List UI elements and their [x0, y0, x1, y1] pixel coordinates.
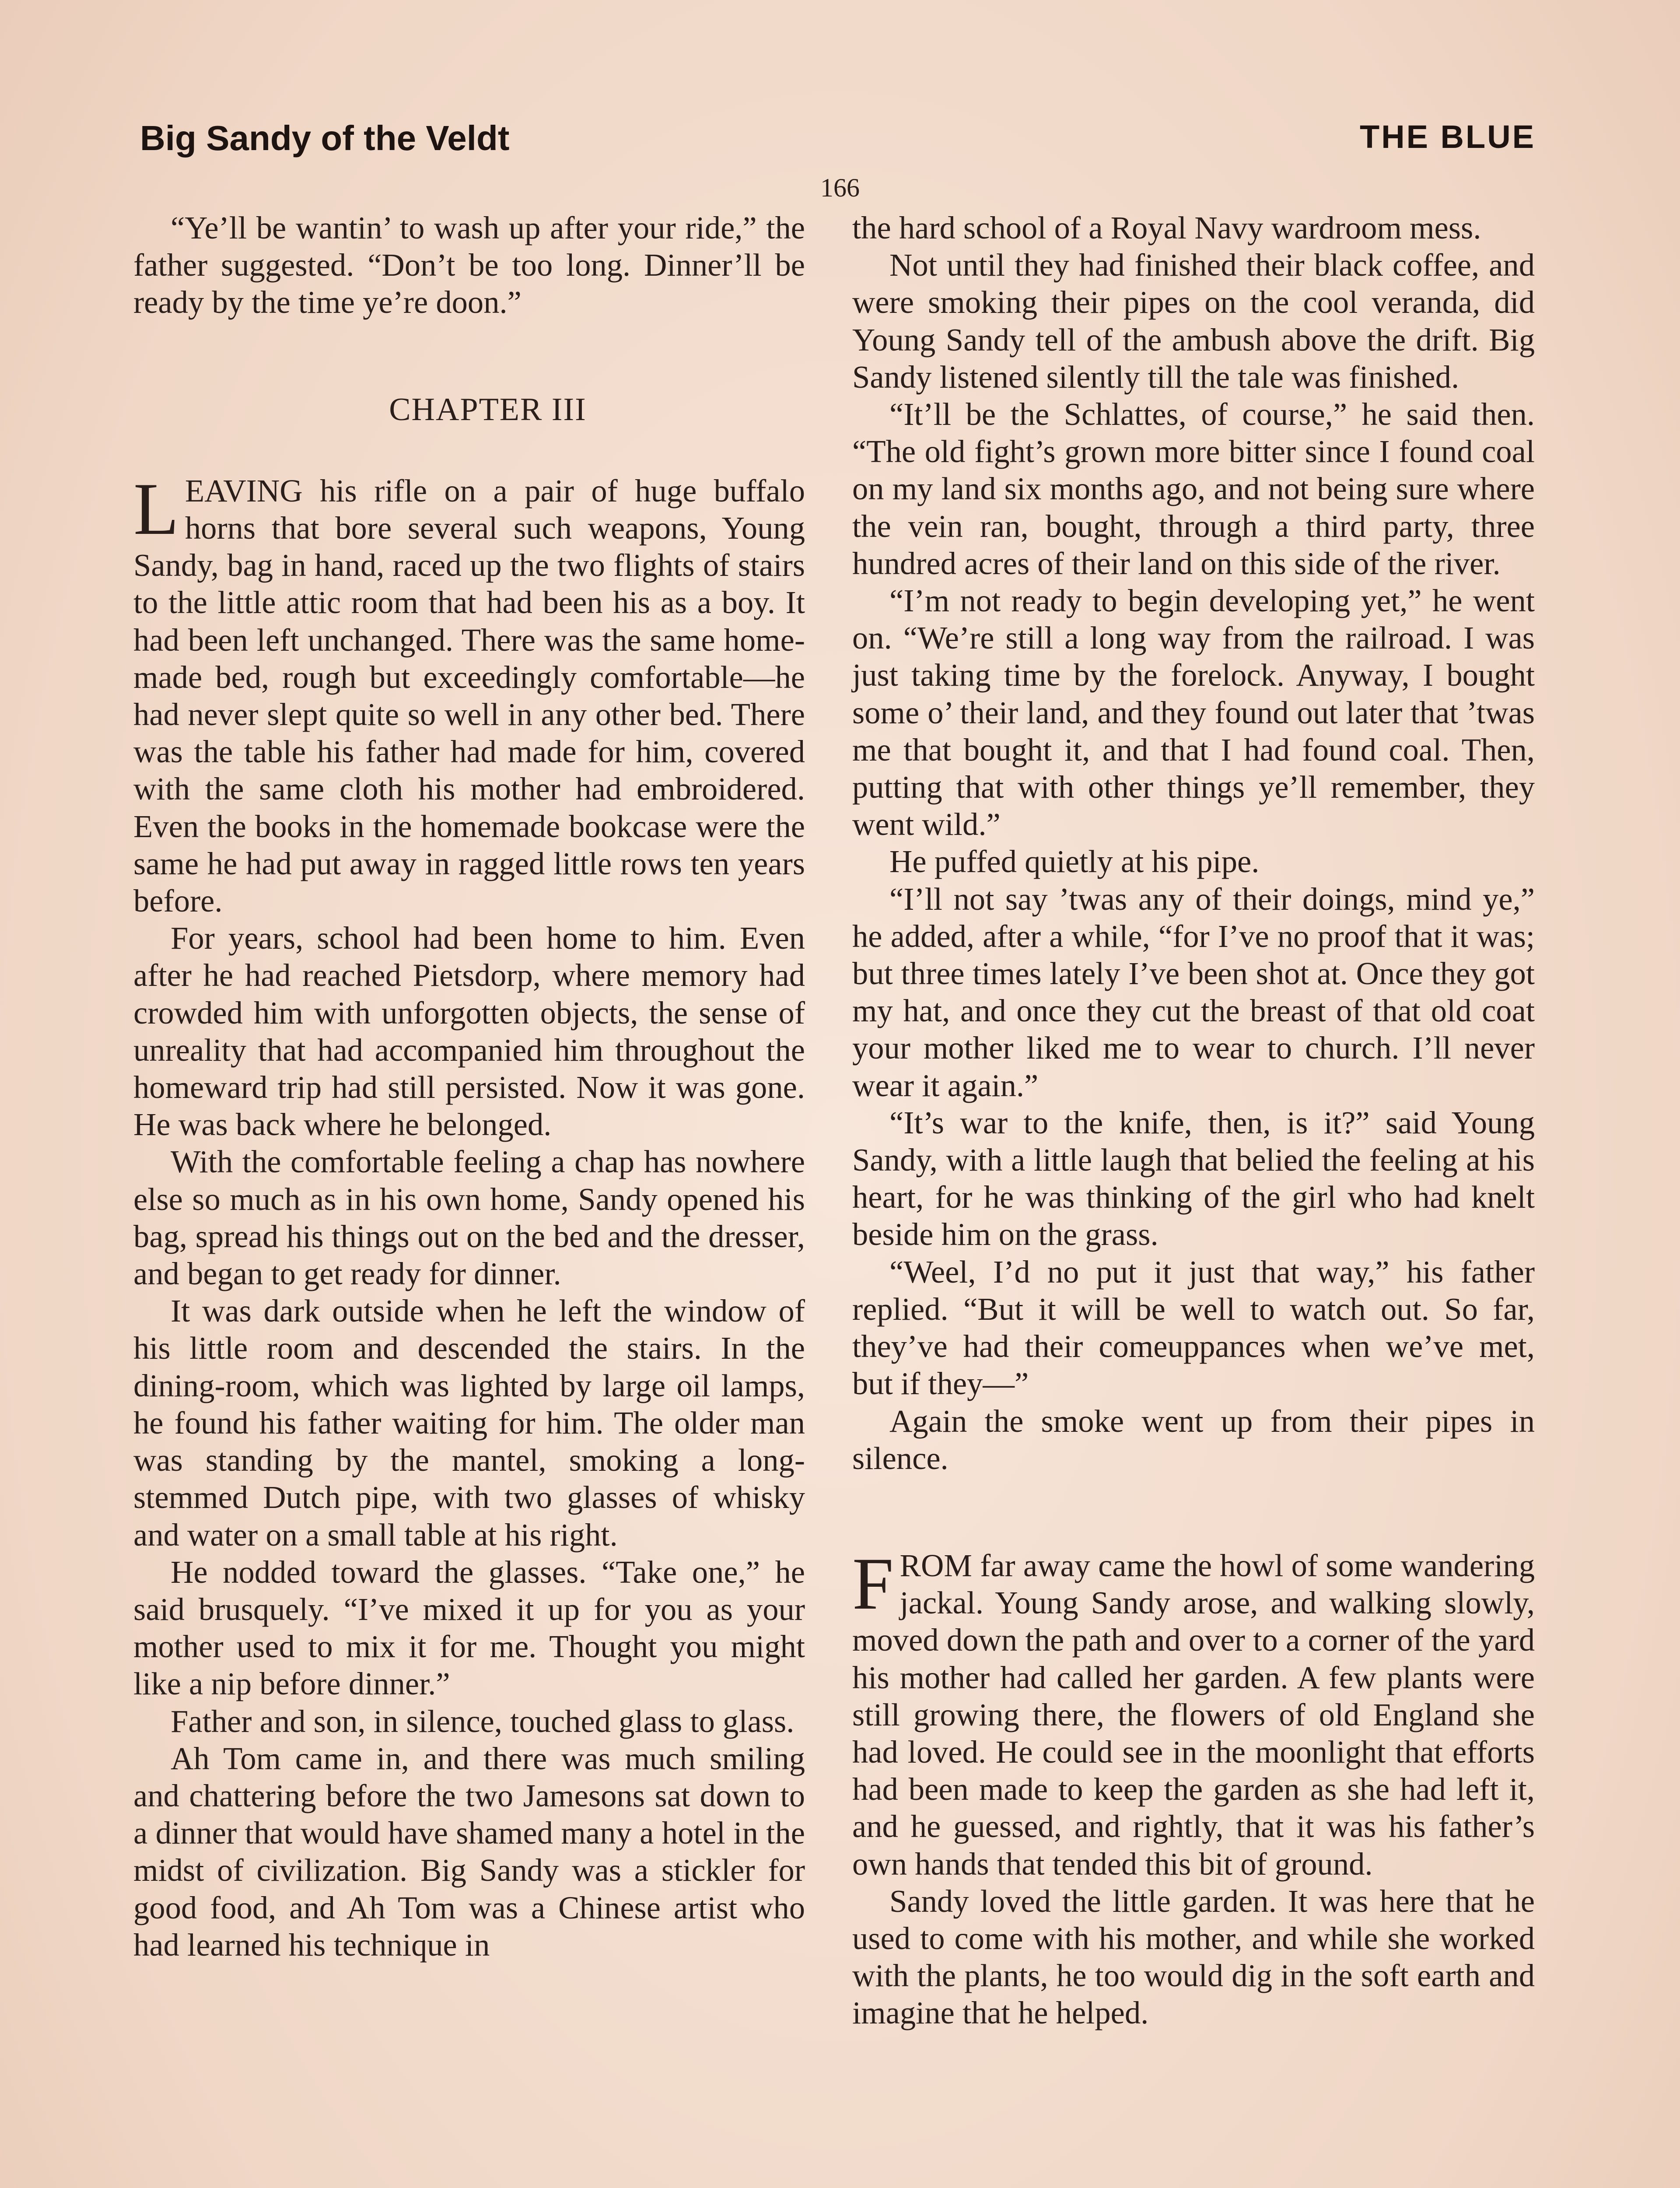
- paragraph-text: ROM far away came the howl of some wandering jackal. Young Sandy arose, and walking slowly, moved down the path and over to a corner of the yard his mother had called her garden. A few plants were still growing there, the flowers of old England she had loved. He could see in the moonlight that efforts had been made to keep the garden as she had left it, and he guessed, and rightly, that it was his father’s own hands that tended this bit of ground.: [852, 1547, 1535, 1882]
- drop-cap: L: [133, 467, 179, 550]
- paragraph: Not until they had finished their black coffee, and were smoking their pipes on the cool veranda, did Young Sandy tell of the ambush above the drift. Big Sandy listened silently till the tale was finished.: [852, 247, 1535, 395]
- paragraph: “It’s war to the knife, then, is it?” said Young Sandy, with a little laugh that belied the feeling at his heart, for he was thinking of the girl who had knelt beside him on the grass.: [852, 1105, 1535, 1252]
- chapter-heading: CHAPTER III: [389, 391, 587, 428]
- paragraph: “Ye’ll be wantin’ to wash up after your ride,” the father suggested. “Don’t be too long. Dinner’ll be ready by the time ye’re doon.”: [133, 210, 805, 320]
- paragraph: Father and son, in silence, touched glass to glass.: [171, 1703, 794, 1739]
- paragraph: “Weel, I’d no put it just that way,” his father replied. “But it will be well to watch out. So far, they’ve had their comeuppances when we’ve met, but if they—”: [852, 1254, 1535, 1402]
- paragraph: [133, 467, 805, 919]
- right-column: [852, 209, 1535, 2032]
- paragraph: Again the smoke went up from their pipes in silence.: [852, 1403, 1535, 1476]
- paragraph: [852, 1542, 1535, 1883]
- magazine-title: THE BLUE: [1360, 119, 1536, 155]
- paragraph: For years, school had been home to him. Even after he had reached Pietsdorp, where memory had crowded him with unforgotten objects, the sense of unreality that had accompanied him throughout the homeward trip had still persisted. Now it was gone. He was back where he belonged.: [133, 920, 805, 1143]
- paragraph: “I’m not ready to begin developing yet,” he went on. “We’re still a long way from the railroad. I was just taking time by the forelock. Anyway, I bought some o’ their land, and they found out later that ’twas me that bought it, and that I had found coal. Then, putting that with other things ye’ll remember, they went wild.”: [852, 583, 1535, 842]
- paragraph: Sandy loved the little garden. It was here that he used to come with his mother, and while she worked with the plants, he too would dig in the soft earth and imagine that he helped.: [852, 1883, 1535, 2031]
- paragraph: “I’ll not say ’twas any of their doings, mind ye,” he added, after a while, “for I’ve no proof that it was; but three times lately I’ve been shot at. Once they got my hat, and once they cut the breast of that old coat your mother liked me to wear to church. I’ll never wear it again.”: [852, 881, 1535, 1103]
- paragraph: “It’ll be the Schlattes, of course,” he said then. “The old fight’s grown more bitter since I found coal on my land six months ago, and not being sure where the vein ran, bought, through a third party, three hundred acres of their land on this side of the river.: [852, 396, 1535, 581]
- left-column: [133, 209, 805, 1964]
- drop-cap: F: [852, 1542, 894, 1625]
- paragraph: Ah Tom came in, and there was much smiling and chattering before the two Jamesons sat down to a dinner that would have shamed many a hotel in the midst of civilization. Big Sandy was a stickler for good food, and Ah Tom was a Chinese artist who had learned his technique in: [133, 1740, 805, 1963]
- paragraph: He puffed quietly at his pipe.: [889, 844, 1260, 880]
- paragraph: With the comfortable feeling a chap has nowhere else so much as in his own home, Sandy opened his bag, spread his things out on the bed and the dresser, and began to get ready for dinner.: [133, 1144, 805, 1292]
- paragraph: He nodded toward the glasses. “Take one,” he said brusquely. “I’ve mixed it up for you as your mother used to mix it for me. Thought you might like a nip before dinner.”: [133, 1554, 805, 1702]
- story-title: Big Sandy of the Veldt: [140, 119, 510, 158]
- page-number: 166: [820, 173, 860, 202]
- paragraph: It was dark outside when he left the window of his little room and descended the stairs. In the dining-room, which was lighted by large oil lamps, he found his father waiting for him. The older man was standing by the mantel, smoking a long-stemmed Dutch pipe, with two glasses of whisky and water on a small table at his right.: [133, 1293, 805, 1553]
- paragraph-text: EAVING his rifle on a pair of huge buffalo horns that bore several such weapons, Young Sandy, bag in hand, raced up the two flights of stairs to the little attic room that had been his as a boy. It had been left unchanged. There was the same home-made bed, rough but exceedingly comfortable—he had never slept quite so well in any other bed. There was the table his father had made for him, covered with the same cloth his mother had embroidered. Even the books in the homemade bookcase were the same he had put away in ragged little rows ten years before.: [133, 473, 805, 919]
- paragraph: the hard school of a Royal Navy wardroom mess.: [852, 210, 1481, 245]
